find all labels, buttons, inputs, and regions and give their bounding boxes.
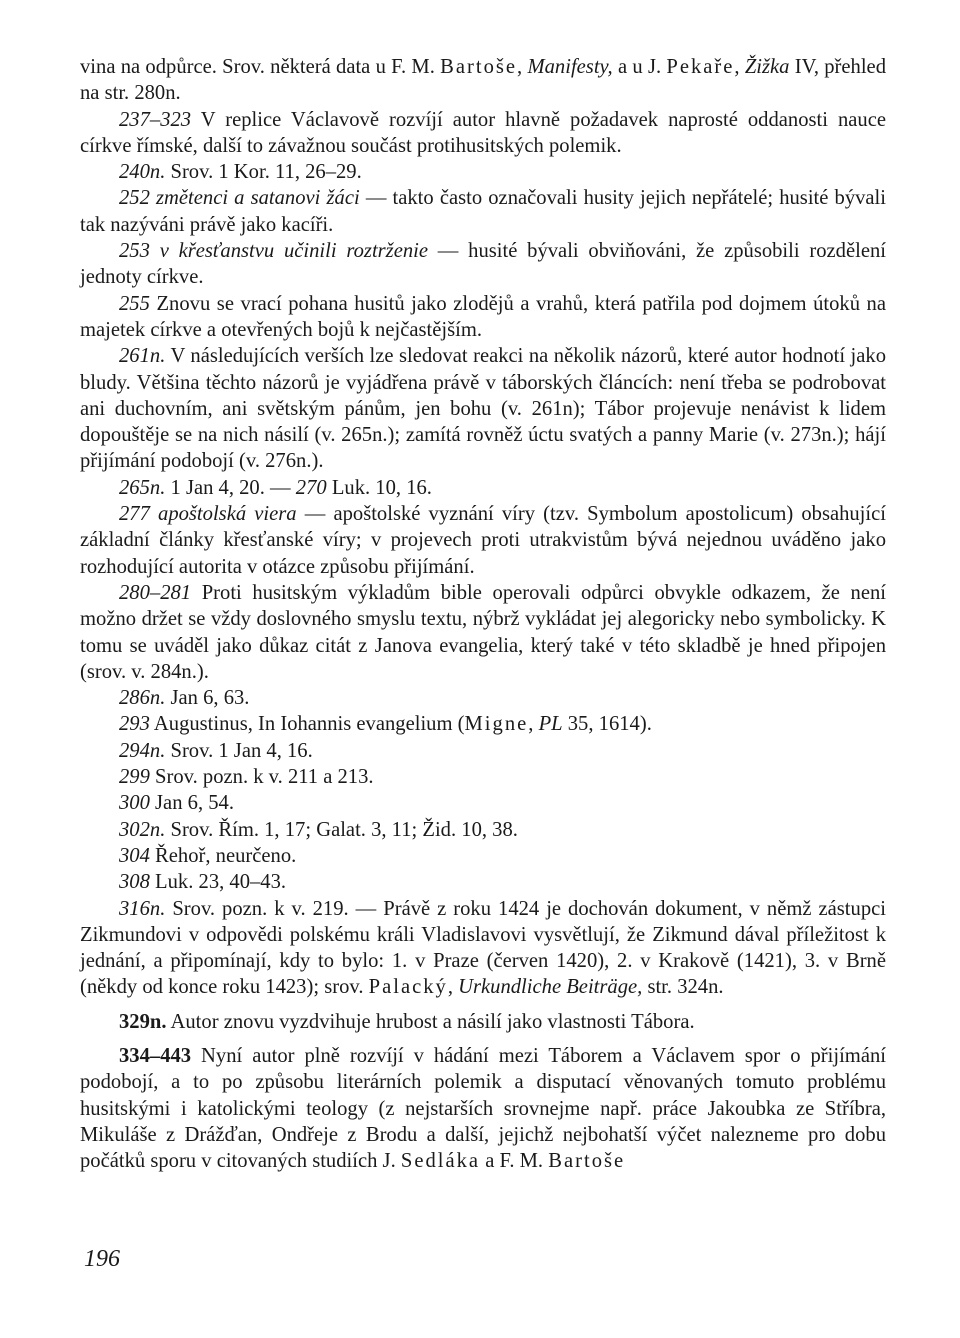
lemma: v křesťanstvu učinili roztrženie — [159, 240, 428, 263]
note-text: a F. M. — [480, 1150, 549, 1173]
note-261n — [80, 343, 886, 474]
verse-reference: 316n. — [119, 897, 166, 920]
note-334-443 — [80, 1043, 886, 1174]
note-text: V následujících verších lze sledovat reakci na několik názorů, které autor hodnotí jako bludy. Většina těchto názorů je vyjádřena právě v táborských článcích: není třeba se podrobovat ani duchovním, ani světským pánům, jen bohu (v. 261n); Tábor projevuje nenávist k lidem dopouštěje se na nich násilí (v. 265n.); zamítá rovněž úctu svatých a panny Marie (v. 273n.); hájí přijímání podobojí (v. 276n.). — [80, 345, 886, 473]
verse-reference: 308 — [119, 871, 150, 894]
verse-reference: 293 — [119, 713, 150, 736]
note-text: V replice Václavově rozvíjí autor hlavně požadavek naprosté oddanosti nauce církve římské, další to závažnou součást protihusitských polemik. — [80, 108, 886, 157]
verse-reference: 253 — [119, 240, 150, 263]
note-253 — [80, 238, 886, 291]
note-280-281 — [80, 580, 886, 685]
note-text: a u J. — [612, 56, 667, 78]
note-text: IV, přehled na str. 280n. — [80, 56, 886, 105]
note-text: Luk. 23, 40–43. — [155, 871, 287, 894]
note-text: , — [447, 976, 459, 999]
note-text: Znovu se vrací pohana husitů jako zlodějů a vrahů, která patřila pod dojmem útoků na majetek církve a otevřených bojů k nejčastějším. — [80, 292, 886, 341]
verse-reference: 302n. — [119, 818, 166, 841]
note-text: Augustinus, In Iohannis evangelium ( — [153, 713, 465, 736]
note-text: Srov. Řím. 1, 17; Galat. 3, 11; Žid. 10, 38. — [170, 818, 518, 841]
verse-reference: 329n. — [119, 1010, 167, 1033]
page-number: 196 — [84, 1246, 120, 1272]
verse-reference: 304 — [119, 844, 150, 867]
note-text: , — [734, 56, 745, 78]
note-237-323 — [80, 107, 886, 160]
verse-reference: 237–323 — [119, 108, 192, 131]
note-text: 1 Jan 4, 20. — [170, 476, 265, 499]
note-continuation — [80, 54, 886, 107]
note-text: Srov. 1 Kor. 11, 26–29. — [170, 161, 362, 184]
note-text: Jan 6, 63. — [170, 687, 250, 710]
verse-reference: 255 — [119, 292, 150, 315]
note-294n — [80, 738, 886, 764]
note-text: Srov. pozn. k v. 211 a 213. — [155, 766, 374, 789]
lemma: změtenci a satanovi žáci — [156, 187, 360, 210]
author-name: Bartoše — [548, 1150, 626, 1173]
verse-reference: 300 — [119, 792, 150, 815]
note-308 — [80, 869, 886, 895]
verse-reference: 252 — [119, 187, 150, 210]
note-293 — [80, 711, 886, 737]
author-name: Migne — [464, 713, 529, 736]
verse-reference: 265n. — [119, 476, 166, 499]
note-265n: 265n. 1 Jan 4, 20. — 270 Luk. 10, 16. — [119, 476, 432, 499]
work-title: PL — [538, 713, 563, 736]
note-252 — [80, 185, 886, 238]
verse-reference: 277 — [119, 503, 150, 526]
note-299 — [80, 764, 886, 790]
note-text: Srov. pozn. k v. 219. — Právě z roku 1424 je dochován dokument, v němž zástupci Zikmundovi v odpovědi polskému králi Vladislavovi vysvětlují, že Zikmund dával příležitost k jednání, a připomínají, kdy to bylo: 1. v Praze (červen 1420), 2. v Krakově (1421), 3. v Brně (někdy od konce roku 1423); srov. — [80, 897, 886, 999]
note-text: Autor znovu vyzdvihuje hrubost a násilí jako vlastnosti Tábora. — [170, 1010, 695, 1033]
note-304 — [80, 843, 886, 869]
author-name: Palacký — [368, 976, 448, 999]
author-name: Sedláka — [400, 1150, 481, 1173]
verse-reference: 299 — [119, 766, 150, 789]
verse-reference: 270 — [295, 476, 327, 499]
work-title: Manifesty, — [527, 56, 613, 78]
note-text: str. 324n. — [642, 976, 724, 999]
note-text: Proti husitským výkladům bible operovali odpůrci obvykle odkazem, že není možno držet se vždy doslovného smyslu textu, nýbrž vykládat jej alegoricky nebo symbolicky. K tomu se uváděl jako důkaz citát z Janova evangelia, který také v této skladbě je hned připojen (srov. v. 284n.). — [80, 581, 886, 683]
note-text: 35, 1614). — [562, 713, 652, 736]
note-300 — [80, 790, 886, 816]
note-302n — [80, 817, 886, 843]
note-316n — [80, 896, 886, 1001]
verse-reference: 240n. — [119, 161, 166, 184]
note-329n — [80, 1009, 886, 1035]
note-240n — [80, 159, 886, 185]
note-text: Nyní autor plně rozvíjí v hádání mezi Táborem a Václavem spor o přijímání podobojí, a to po způsobu literárních polemik a disputací věnovaných tomuto problému husitskými i katolickými teology (z nejstarších srovnejme např. práce Jakoubka ze Stříbra, Mikuláše z Drážďan, Ondřeje z Brodu a další, jejichž nejbohatší výčet nalezneme pro dobu počátků sporu v citovaných studiích J. — [80, 1044, 886, 1173]
note-text: Luk. 10, 16. — [331, 476, 432, 499]
verse-reference: 261n. — [119, 345, 166, 368]
author-name: Bartoše — [440, 56, 518, 78]
note-text: , — [528, 713, 539, 736]
note-277 — [80, 501, 886, 580]
note-text: — apoštolské vyznání víry (tzv. Symbolum apostolicum) obsahující základní články křesťanské víry; v projevech proti utrakvistům bývá nejednou uváděno jako rozhodující autorita v otázce způsobu přijímání. — [80, 503, 886, 578]
verse-reference: 334–443 — [119, 1044, 192, 1067]
note-text: Jan 6, 54. — [155, 792, 234, 815]
note-255 — [80, 291, 886, 344]
note-text: Řehoř, neurčeno. — [155, 844, 297, 867]
verse-reference: 294n. — [119, 739, 166, 762]
note-text: , — [517, 56, 528, 78]
note-text: Srov. 1 Jan 4, 16. — [170, 739, 313, 762]
verse-reference: 286n. — [119, 687, 166, 710]
note-text: — husité bývali obviňováni, že způsobili rozdělení jednoty církve. — [80, 240, 886, 289]
note-286n — [80, 685, 886, 711]
work-title: Žižka — [744, 56, 790, 78]
lemma: apoštolská viera — [158, 503, 297, 526]
author-name: Pekaře — [666, 56, 735, 78]
verse-reference: 280–281 — [119, 581, 192, 604]
note-text: — takto často označovali husity jejich nepřátelé; husité bývali tak nazýváni právě jako kacíři. — [80, 187, 886, 236]
note-text: vina na odpůrce. Srov. některá data u F. M. — [80, 56, 441, 78]
commentary-notes — [80, 54, 886, 1174]
work-title: Urkundliche Beiträge, — [458, 976, 643, 999]
